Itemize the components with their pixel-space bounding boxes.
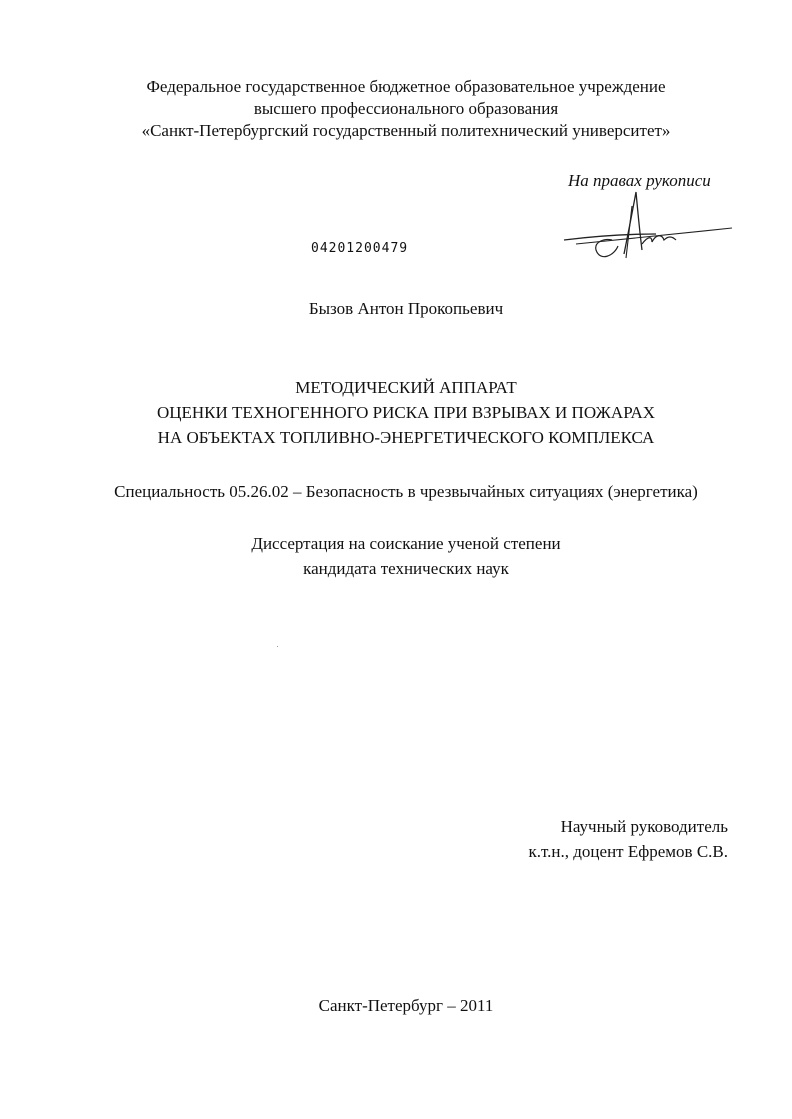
degree-line-2: кандидата технических наук — [303, 559, 509, 578]
dissertation-title — [0, 375, 792, 450]
scan-speck — [277, 646, 278, 647]
title-line-2: ОЦЕНКИ ТЕХНОГЕННОГО РИСКА ПРИ ВЗРЫВАХ И ПОЖАРАХ — [156, 403, 656, 422]
advisor-name: к.т.н., доцент Ефремов С.В. — [528, 842, 728, 861]
institution-line-2: высшего профессионального образования — [253, 99, 559, 118]
advisor-role: Научный руководитель — [560, 817, 728, 836]
manuscript-note: На правах рукописи — [568, 171, 711, 190]
institution-line-1: Федеральное государственное бюджетное образовательное учреждение — [146, 77, 666, 96]
archive-code: 04201200479 — [311, 241, 409, 256]
advisor-block — [529, 814, 728, 864]
title-line-1: МЕТОДИЧЕСКИЙ АППАРАТ — [295, 378, 517, 397]
signature-icon — [556, 184, 736, 264]
degree-line-1: Диссертация на соискание ученой степени — [251, 534, 561, 553]
city-year: Санкт-Петербург – 2011 — [318, 996, 494, 1015]
institution-header — [0, 76, 792, 142]
title-line-3: НА ОБЪЕКТАХ ТОПЛИВНО-ЭНЕРГЕТИЧЕСКОГО КОМПЛЕКСА — [157, 428, 655, 447]
degree-statement — [0, 531, 792, 581]
specialty-line: Специальность 05.26.02 – Безопасность в чрезвычайных ситуациях (энергетика) — [114, 482, 698, 501]
author-name: Бызов Антон Прокопьевич — [308, 299, 504, 318]
institution-line-3: «Санкт-Петербургский государственный политехнический университет» — [141, 121, 671, 140]
